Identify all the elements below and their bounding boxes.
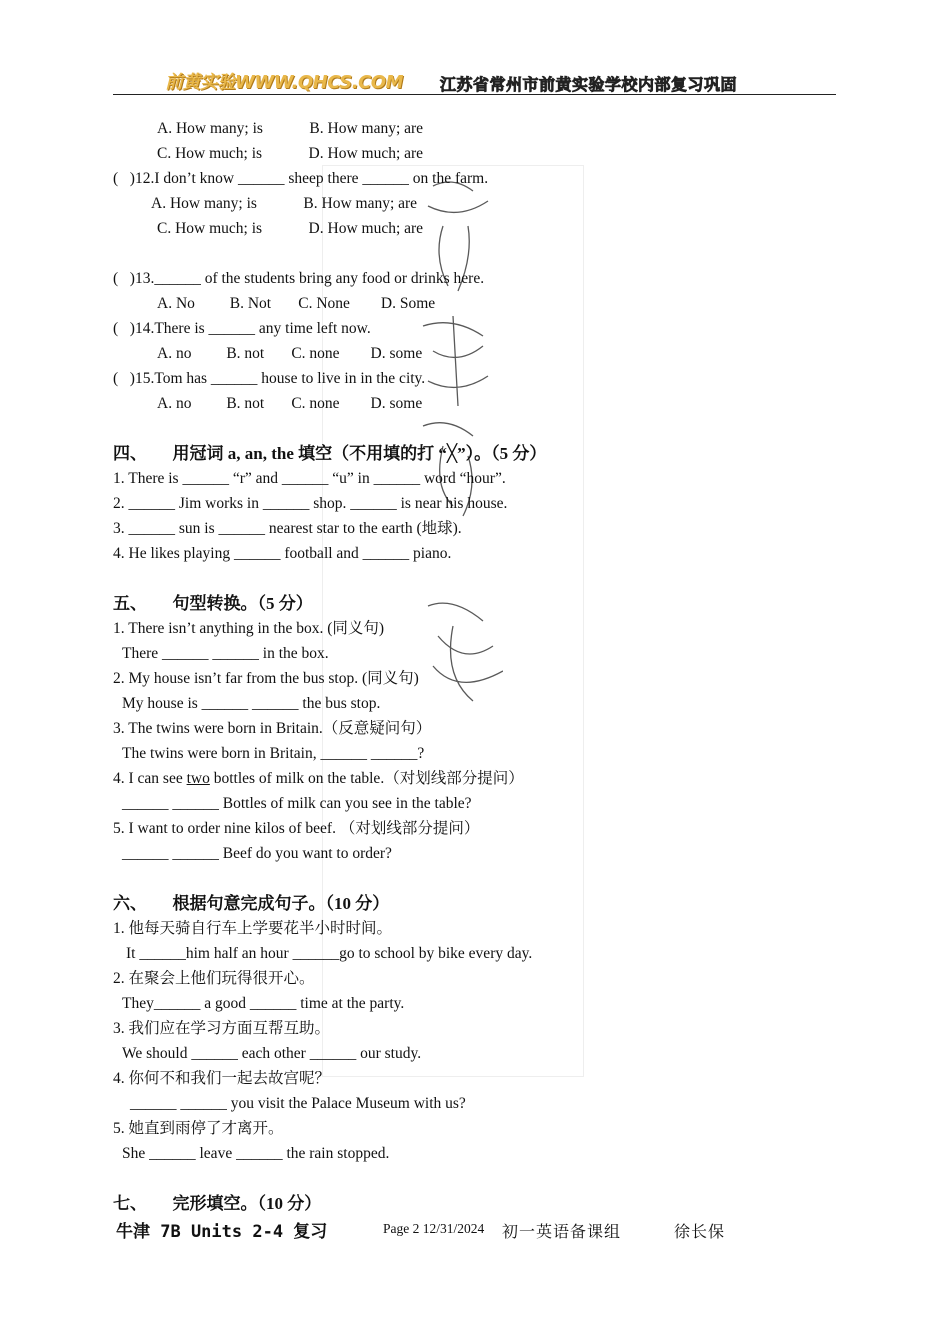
section-heading: 四、 用冠词 a, an, the 填空（不用填的打 “╳”）。（5 分） <box>113 444 547 463</box>
worksheet-line: They______ a good ______ time at the party. <box>122 995 405 1012</box>
worksheet-line: 5. 她直到雨停了才离开。 <box>113 1120 284 1137</box>
worksheet-line: ( )15.Tom has ______ house to live in in the city. <box>113 370 426 387</box>
worksheet-line: 1. 他每天骑自行车上学要花半小时时间。 <box>113 920 393 937</box>
worksheet-line: 2. 在聚会上他们玩得很开心。 <box>113 970 315 987</box>
header-site-logo: 前黄实验WWW.QHCS.COM <box>165 72 403 93</box>
worksheet-line: 2. ______ Jim works in ______ shop. ______ is near his house. <box>113 495 508 512</box>
header-school-title: 江苏省常州市前黄实验学校内部复习巩固 <box>440 75 738 94</box>
spacer <box>113 866 836 891</box>
worksheet-line: A. no B. not C. none D. some <box>157 345 423 362</box>
footer-group-name: 初一英语备课组 <box>502 1224 622 1241</box>
section-heading: 七、 完形填空。（10 分） <box>113 1194 322 1213</box>
worksheet-line: The twins were born in Britain, ______ ______? <box>122 745 425 762</box>
worksheet-line: 3. The twins were born in Britain.（反意疑问句） <box>113 720 432 737</box>
worksheet-line: 1. There isn’t anything in the box. (同义句) <box>113 620 385 637</box>
worksheet-line: 4. I can see two bottles of milk on the table.（对划线部分提问） <box>113 770 524 787</box>
worksheet-line: 4. 你何不和我们一起去故宫呢？ <box>113 1070 331 1087</box>
worksheet-line: 2. My house isn’t far from the bus stop. (同义句) <box>113 670 419 687</box>
worksheet-line: A. How many; is B. How many; are <box>157 120 424 137</box>
footer-unit-title: 牛津 7B Units 2-4 复习 <box>116 1222 328 1242</box>
worksheet-line: C. How much; is D. How much; are <box>157 220 424 237</box>
worksheet-line: A. No B. Not C. None D. Some <box>157 295 436 312</box>
spacer <box>113 241 836 266</box>
spacer <box>113 416 836 441</box>
worksheet-line: 3. 我们应在学习方面互帮互助。 <box>113 1020 331 1037</box>
section-heading: 五、 句型转换。（5 分） <box>113 594 313 613</box>
spacer <box>113 1166 836 1191</box>
section-heading: 六、 根据句意完成句子。（10 分） <box>113 894 390 913</box>
worksheet-line: A. How many; is B. How many; are <box>151 195 418 212</box>
worksheet-line: ( )14.There is ______ any time left now. <box>113 320 371 337</box>
worksheet-line: ( )12.I don’t know ______ sheep there ______ on the farm. <box>113 170 489 187</box>
worksheet-line: My house is ______ ______ the bus stop. <box>122 695 381 712</box>
worksheet-line: 4. He likes playing ______ football and ______ piano. <box>113 545 452 562</box>
worksheet-line: ( )13.______ of the students bring any food or drinks here. <box>113 270 485 287</box>
worksheet-line: There ______ ______ in the box. <box>122 645 329 662</box>
worksheet-line: She ______ leave ______ the rain stopped. <box>122 1145 390 1162</box>
worksheet-line: ______ ______ Bottles of milk can you see in the table? <box>122 795 472 812</box>
worksheet-line: 5. I want to order nine kilos of beef. （对划线部分提问） <box>113 820 480 837</box>
underlined-word: two <box>186 770 210 787</box>
worksheet-body <box>113 116 836 1216</box>
worksheet-line: 3. ______ sun is ______ nearest star to the earth (地球). <box>113 520 462 537</box>
footer-page-date: Page 2 12/31/2024 <box>383 1221 485 1236</box>
worksheet-line: 1. There is ______ “r” and ______ “u” in ______ word “hour”. <box>113 470 506 487</box>
worksheet-line: It ______him half an hour ______go to school by bike every day. <box>126 945 533 962</box>
worksheet-line: We should ______ each other ______ our study. <box>122 1045 422 1062</box>
worksheet-line: ______ ______ Beef do you want to order? <box>122 845 392 862</box>
worksheet-line: C. How much; is D. How much; are <box>157 145 424 162</box>
footer-author: 徐长保 <box>674 1224 726 1241</box>
spacer <box>113 566 836 591</box>
worksheet-line: ______ ______ you visit the Palace Museum with us? <box>130 1095 466 1112</box>
header-divider <box>113 94 836 95</box>
worksheet-line: A. no B. not C. none D. some <box>157 395 423 412</box>
